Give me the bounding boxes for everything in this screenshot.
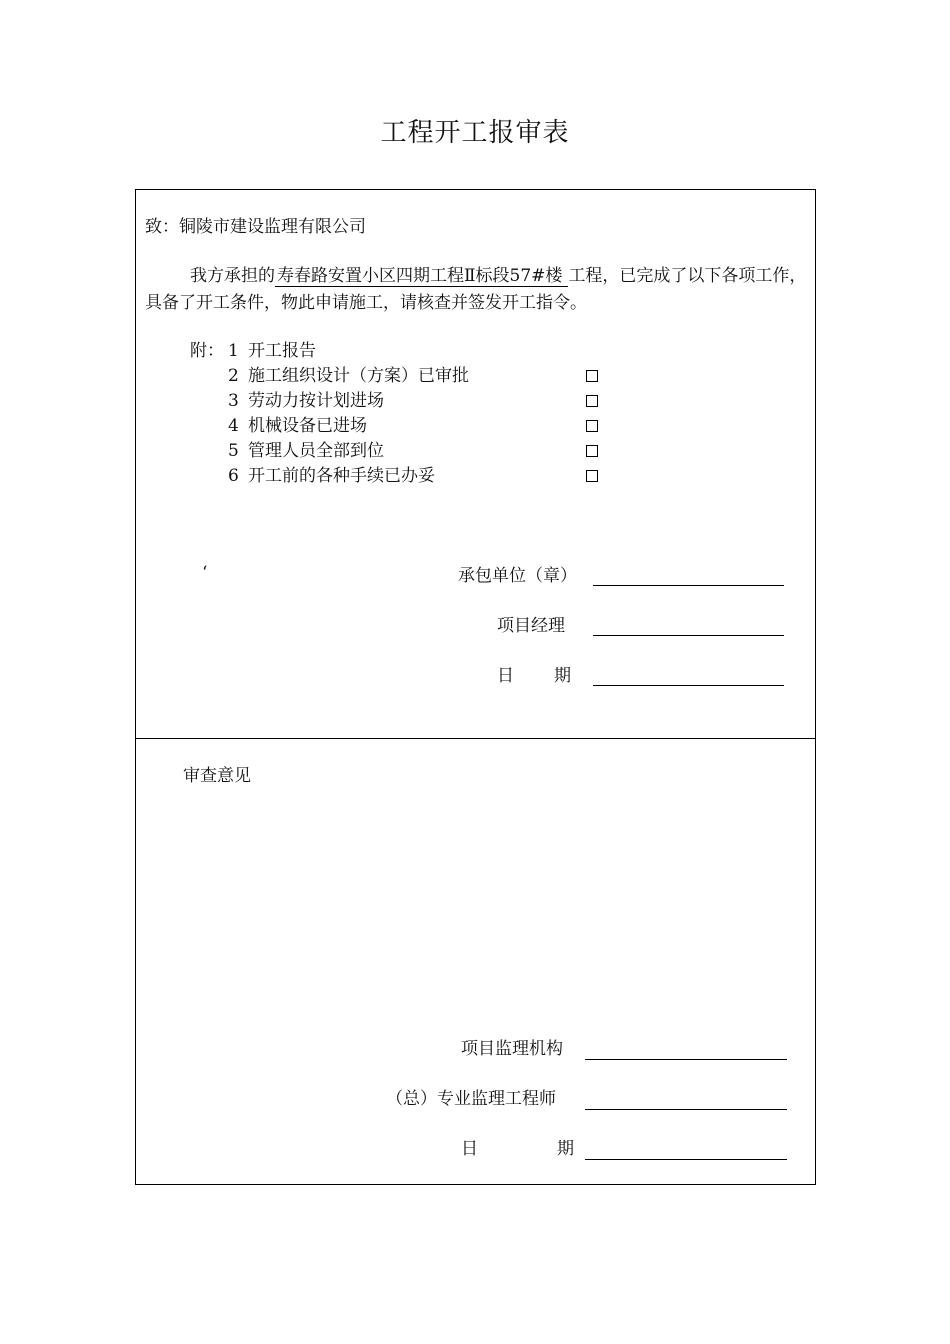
attachment-text-1: 开工报告 xyxy=(248,341,316,361)
form-title: 工程开工报审表 xyxy=(380,118,570,148)
application-form xyxy=(135,189,816,1185)
section-divider xyxy=(136,738,815,739)
attachment-text-6: 开工前的各种手续已办妥 xyxy=(248,466,435,486)
attachment-text-4: 机械设备已进场 xyxy=(248,416,367,436)
attachments-label: 附： xyxy=(190,341,224,361)
checkbox-4[interactable] xyxy=(586,420,598,432)
contractor-unit-label: 承包单位（章） xyxy=(458,566,577,586)
checkbox-5[interactable] xyxy=(586,445,598,457)
contractor-date-line[interactable] xyxy=(593,685,784,686)
project-name: 寿春路安置小区四期工程Ⅱ标段57#楼 xyxy=(275,266,568,287)
attachment-num-5: 5 xyxy=(228,441,239,461)
chief-engineer-line[interactable] xyxy=(585,1109,787,1110)
review-date-label-a: 日 xyxy=(461,1139,478,1159)
recipient-line xyxy=(145,216,366,238)
attachment-num-3: 3 xyxy=(228,391,239,411)
statement-paragraph xyxy=(145,263,809,317)
contractor-unit-line[interactable] xyxy=(593,585,784,586)
supervision-org-line[interactable] xyxy=(585,1059,787,1060)
recipient-name: 铜陵市建设监理有限公司 xyxy=(179,217,366,237)
supervision-org-label: 项目监理机构 xyxy=(461,1039,563,1059)
review-date-label-b: 期 xyxy=(557,1139,574,1159)
review-date-line[interactable] xyxy=(585,1159,787,1160)
recipient-label: 致： xyxy=(145,217,179,237)
attachment-text-3: 劳动力按计划进场 xyxy=(248,391,384,411)
attachment-num-1: 1 xyxy=(228,341,239,361)
project-manager-label: 项目经理 xyxy=(497,616,565,636)
stray-quote-mark: ‘ xyxy=(202,563,208,583)
contractor-date-label-a: 日 xyxy=(497,666,514,686)
project-manager-line[interactable] xyxy=(593,635,784,636)
checkbox-2[interactable] xyxy=(586,370,598,382)
review-heading: 审查意见 xyxy=(183,766,251,786)
checkbox-6[interactable] xyxy=(586,470,598,482)
chief-engineer-label: （总）专业监理工程师 xyxy=(386,1089,556,1109)
attachment-text-5: 管理人员全部到位 xyxy=(248,441,384,461)
attachment-num-4: 4 xyxy=(228,416,239,436)
statement-after: 工程，已完成了以下各项工作，具备了开工条件，物此申请施工，请核查并签发开工指令。 xyxy=(145,266,807,313)
checkbox-3[interactable] xyxy=(586,395,598,407)
attachment-num-2: 2 xyxy=(228,366,239,386)
statement-before: 我方承担的 xyxy=(190,266,275,286)
attachment-text-2: 施工组织设计（方案）已审批 xyxy=(248,366,469,386)
contractor-date-label-b: 期 xyxy=(554,666,571,686)
attachment-num-6: 6 xyxy=(228,466,239,486)
